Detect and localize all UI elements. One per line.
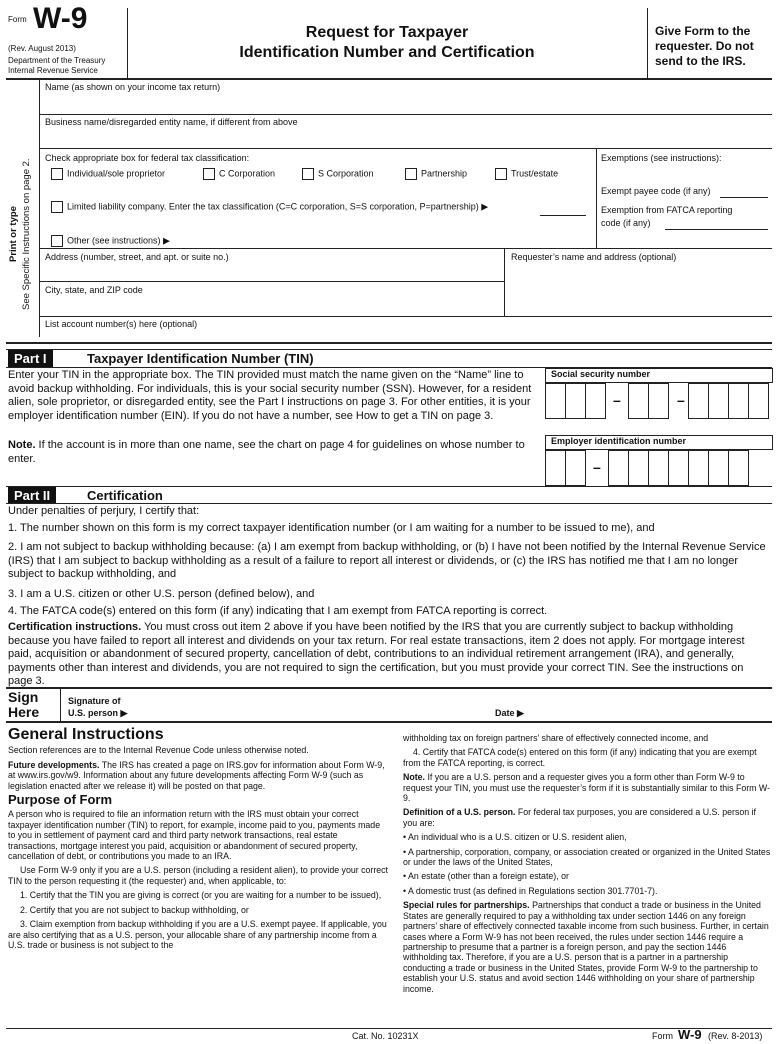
checkbox[interactable] (51, 201, 63, 213)
section-references: Section references are to the Internal Revenue Code unless otherwise noted. (8, 745, 309, 756)
purpose-paragraph-2: Use Form W-9 only if you are a U.S. person (including a resident alien), to provide your correct TIN to the person requesting it (the requester) and, when applicable, to: (8, 865, 389, 886)
general-instructions-left (8, 726, 389, 954)
ein-label: Employer identification number (551, 436, 687, 446)
ein-dash: – (593, 459, 601, 475)
form-title-line2: Identification Number and Certification (239, 44, 535, 61)
exempt-payee-field[interactable] (720, 197, 768, 198)
option-individual[interactable]: Individual/sole proprietor (51, 168, 165, 180)
ssn-serial-boxes[interactable] (688, 383, 769, 419)
part1-label: Part I (8, 350, 53, 367)
part2-intro: Under penalties of perjury, I certify that: (8, 505, 200, 517)
agency-line: Internal Revenue Service (8, 66, 98, 75)
bullet-estate: • An estate (other than a foreign estate), or (403, 871, 569, 882)
checkbox[interactable] (495, 168, 507, 180)
give-form-line2: requester. Do not (655, 39, 754, 53)
checkbox[interactable] (203, 168, 215, 180)
special-rules-partnerships: Special rules for partnerships. Partnerships that conduct a trade or business in the United States are generally required to pay a withholding tax under section 1446 on any foreign partners’ share of effectively connected taxable income from such business. Further, in certain cases where a Form W-9 has not been received, the rules under section 1446 require a partnership to presume that a partner is a foreign person, and pay the section 1446 withholding tax. Therefore, if you are a U.S. person that is a partner in a partnership conducting a trade or business in the United States, provide Form W-9 to the partnership to establish your U.S. status and avoid section 1446 withholding on your share of partnership income. (403, 900, 769, 994)
cert-item-4: 4. The FATCA code(s) entered on this form (if any) indicating that I am exempt from FATCA reporting is correct. (8, 605, 548, 617)
purpose-heading: Purpose of Form (8, 792, 113, 808)
side-see-instructions: See Specific Instructions on page 2. (21, 158, 32, 310)
part2-label: Part II (8, 487, 56, 504)
revision-date: (Rev. August 2013) (8, 44, 76, 53)
address-label: Address (number, street, and apt. or suite no.) (45, 252, 229, 262)
bullet-individual: • An individual who is a U.S. citizen or U.S. resident alien, (403, 832, 627, 843)
fatca-label-line2: code (if any) (601, 218, 651, 228)
catalog-number: Cat. No. 10231X (352, 1031, 419, 1041)
option-trust-estate[interactable]: Trust/estate (495, 168, 558, 180)
certification-instructions: Certification instructions. You must cross out item 2 above if you have been notified by the IRS that you are currently subject to backup withholding because you have failed to report all interest and dividends on your tax return. For real estate transactions, item 2 does not apply. For mortgage interest paid, acquisition or abandonment of secured property, cancellation of debt, contributions to an individual retirement arrangement (IRA), and generally, payments other than interest and dividends, you are not required to sign the certification, but you must provide your correct TIN. See the instructions on page 3. (8, 621, 745, 687)
signature-label-line1: Signature of (68, 696, 121, 706)
ein-number-boxes[interactable] (608, 450, 749, 486)
date-label: Date ▶ (495, 708, 524, 718)
part2-title: Certification (87, 488, 163, 503)
address-field[interactable] (40, 262, 502, 280)
part1-title: Taxpayer Identification Number (TIN) (87, 351, 314, 366)
purpose-list-3: 3. Claim exemption from backup withholding if you are a U.S. exempt payee. If applicable, you are also certifying that as a U.S. person, your allocable share of any partnership income from a U.S. trade or business is not subject to the (8, 919, 387, 950)
option-other[interactable]: Other (see instructions) ▶ (51, 235, 170, 247)
fatca-label-line1: Exemption from FATCA reporting (601, 205, 733, 215)
form-title-line1: Request for Taxpayer (305, 24, 469, 41)
city-field[interactable] (40, 296, 502, 314)
footer-form-word: Form (652, 1031, 673, 1041)
business-name-field[interactable] (40, 128, 770, 148)
footer-revision: (Rev. 8-2013) (708, 1031, 763, 1041)
here-word: Here (8, 704, 40, 720)
account-numbers-field[interactable] (40, 328, 770, 340)
form-number: W-9 (33, 2, 88, 35)
give-form-line3: send to the IRS. (655, 54, 746, 68)
form-word: Form (8, 15, 27, 24)
name-field-label: Name (as shown on your income tax return) (45, 82, 221, 92)
part1-note: Note. If the account is in more than one name, see the chart on page 4 for guidelines on whose number to enter. (8, 439, 525, 465)
definition-us-person: Definition of a U.S. person. For federal tax purposes, you are considered a U.S. person if you are: (403, 807, 756, 828)
ssn-area-boxes[interactable] (545, 383, 606, 419)
requester-label: Requester’s name and address (optional) (511, 252, 677, 262)
give-form-line1: Give Form to the (655, 24, 751, 38)
ssn-label: Social security number (551, 369, 651, 379)
option-partnership[interactable]: Partnership (405, 168, 467, 180)
ein-prefix-boxes[interactable] (545, 450, 586, 486)
name-field[interactable] (40, 93, 770, 113)
purpose-paragraph-1: A person who is required to file an information return with the IRS must obtain your correct taxpayer identification number (TIN) to report, for example, income paid to you, payments made to you in settlement of payment card and third party network transactions, real estate transactions, mortgage interest you paid, acquisition or abandonment of secured property, cancellation of debt, or contributions you made to an IRA. (8, 809, 381, 862)
checkbox[interactable] (51, 168, 63, 180)
cert-item-2: 2. I am not subject to backup withholding because: (a) I am exempt from backup withholding, or (b) I have not been notified by the Internal Revenue Service (IRS) that I am subject to backup withholding as a result of a failure to report all interest or dividends, or (c) the IRS has notified me that I am no longer subject to backup withholding, and (8, 541, 766, 580)
fatca-code-field[interactable] (665, 229, 768, 230)
ssn-dash-2: – (677, 392, 685, 408)
ssn-group-boxes[interactable] (628, 383, 669, 419)
footer-form-number: W-9 (678, 1027, 702, 1042)
option-s-corporation[interactable]: S Corporation (302, 168, 374, 180)
llc-classification-field[interactable] (540, 215, 586, 216)
exempt-payee-label: Exempt payee code (if any) (601, 186, 711, 196)
general-instructions-right (403, 733, 771, 998)
classification-label: Check appropriate box for federal tax classification: (45, 153, 250, 163)
side-print-type: Print or type (8, 206, 19, 262)
purpose-list-1: 1. Certify that the TIN you are giving is correct (or you are waiting for a number to be issued), (20, 890, 382, 901)
exemptions-label: Exemptions (see instructions): (601, 153, 722, 163)
date-field[interactable] (530, 692, 768, 718)
checkbox[interactable] (405, 168, 417, 180)
ssn-dash-1: – (613, 392, 621, 408)
checkbox[interactable] (51, 235, 63, 247)
city-label: City, state, and ZIP code (45, 285, 143, 295)
general-instructions-heading: General Instructions (8, 726, 164, 743)
cert-item-3: 3. I am a U.S. citizen or other U.S. person (defined below), and (8, 588, 315, 600)
option-llc[interactable]: Limited liability company. Enter the tax classification (C=C corporation, S=S corporation, P=partnership) ▶ (51, 201, 488, 213)
bullet-trust: • A domestic trust (as defined in Regulations section 301.7701-7). (403, 885, 658, 896)
account-numbers-label: List account number(s) here (optional) (45, 319, 198, 329)
checkbox[interactable] (302, 168, 314, 180)
bullet-partnership: • A partnership, corporation, company, or association created or organized in the United States or under the laws of the United States, (403, 846, 771, 868)
purpose-list-2: 2. Certify that you are not subject to backup withholding, or (20, 904, 249, 915)
withholding-continuation: withholding tax on foreign partners’ share of effectively connected income, and (403, 733, 709, 743)
fatca-certify-item: 4. Certify that FATCA code(s) entered on this form (if any) indicating that you are exempt from the FATCA reporting, is correct. (403, 747, 757, 768)
sign-word: Sign (8, 689, 39, 705)
option-c-corporation[interactable]: C Corporation (203, 168, 275, 180)
department-line: Department of the Treasury (8, 56, 106, 65)
note-paragraph: Note. If you are a U.S. person and a requester gives you a form other than Form W-9 to request your TIN, you must use the requester’s form if it is substantially similar to this Form W-9. (403, 772, 770, 804)
future-developments: Future developments. The IRS has created a page on IRS.gov for information about Form W-9, at www.irs.gov/w9. Information about any future developments affecting Form W-9 (such as legislation enacted after we release it) will be posted on that page. (8, 759, 385, 791)
signature-field[interactable] (140, 692, 480, 718)
cert-item-1: 1. The number shown on this form is my correct taxpayer identification number (or I am waiting for a number to be issued to me), and (8, 522, 655, 534)
part1-instructions: Enter your TIN in the appropriate box. The TIN provided must match the name given on the “Name” line to avoid backup withholding. For individuals, this is your social security number (SSN). However, for a resident alien, sole proprietor, or disregarded entity, see the Part I instructions on page 3. For other entities, it is your employer identification number (EIN). If you do not have a number, see How to get a TIN on page 3. (8, 369, 532, 422)
business-name-label: Business name/disregarded entity name, if different from above (45, 117, 298, 127)
signature-label-line2: U.S. person ▶ (68, 708, 128, 718)
requester-field[interactable] (505, 262, 770, 314)
